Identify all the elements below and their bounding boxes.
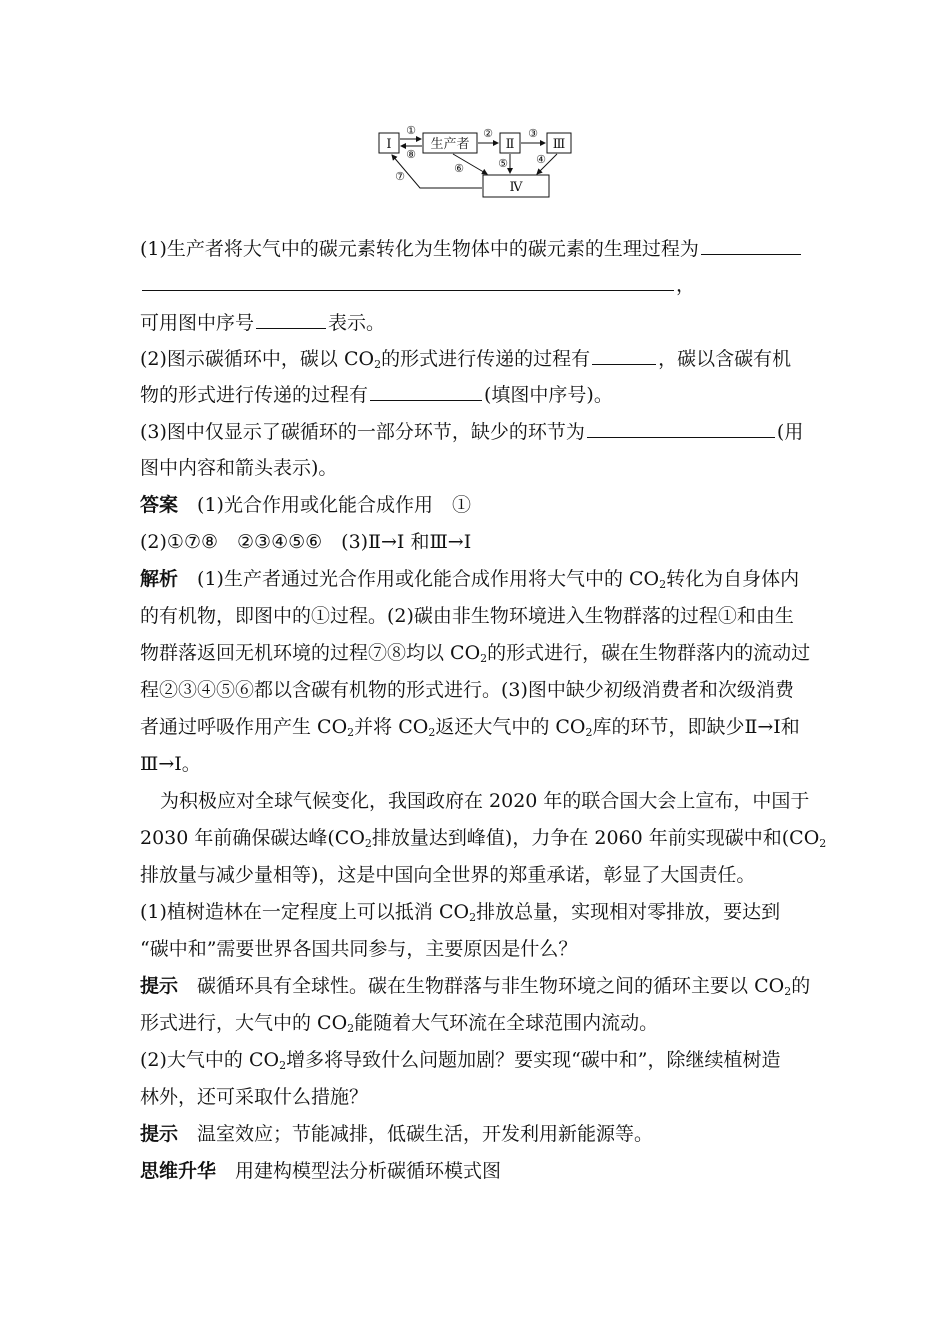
hint2-line: 提示 温室效应；节能减排，低碳生活，开发利用新能源等。: [140, 1123, 654, 1145]
pq1-line1: (1)植树造林在一定程度上可以抵消 $CO_2$排放总量，实现相对零排放，要达到: [140, 901, 781, 924]
answer-label: 答案: [140, 494, 179, 516]
node-3-label: Ⅲ: [552, 137, 566, 152]
pq2-line2: 林外，还可采取什么措施？: [140, 1086, 369, 1108]
hint2-label: 提示: [140, 1123, 179, 1145]
analysis-line2: 的有机物，即图中的①过程。(2)碳由非生物环境进入生物群落的过程①和由生: [140, 605, 794, 627]
q1-line1: (1)生产者将大气中的碳元素转化为生物体中的碳元素的生理过程为: [140, 230, 820, 267]
carbon-cycle-svg: [375, 124, 575, 200]
arrow-label-2: ②: [483, 127, 493, 140]
analysis-line5: 者通过呼吸作用产生 $CO_2$并将 $CO_2$返还大气中的 $CO_2$库的环节，即缺少Ⅱ→Ⅰ和: [140, 716, 800, 739]
carbon-cycle-diagram: [375, 124, 575, 200]
analysis-line4: 程②③④⑤⑥都以含碳有机物的形式进行。(3)图中缺少初级消费者和次级消费: [140, 679, 794, 701]
node-producer-label: 生产者: [430, 137, 470, 152]
q1-line2: ，: [140, 266, 820, 303]
summary-label: 思维升华: [140, 1160, 217, 1182]
hint1-label: 提示: [140, 975, 179, 997]
passage-line3: 排放量与减少量相等)，这是中国向全世界的郑重承诺，彰显了大国责任。: [140, 864, 756, 886]
analysis-line6: Ⅲ→Ⅰ。: [140, 753, 201, 775]
q1-number-blank[interactable]: [256, 304, 326, 329]
q3-missing-blank[interactable]: [587, 413, 775, 438]
hint1-line1: 提示 碳循环具有全球性。碳在生物群落与非生物环境之间的循环主要以 $CO_2$的: [140, 975, 811, 998]
q3-line1: (3)图中仅显示了碳循环的一部分环节，缺少的环节为 (用: [140, 413, 820, 450]
q1-line3: 可用图中序号 表示。: [140, 304, 820, 341]
q2-line2: 物的形式进行传递的过程有 (填图中序号)。: [140, 376, 820, 413]
hint1-line2: 形式进行，大气中的 $CO_2$能随着大气环流在全球范围内流动。: [140, 1012, 659, 1035]
pq1-line2: “碳中和”需要世界各国共同参与，主要原因是什么？: [140, 938, 578, 960]
arrow-label-5: ⑤: [498, 157, 508, 170]
pq2-line1: (2)大气中的 $CO_2$增多将导致什么问题加剧？要实现“碳中和”，除继续植树造: [140, 1049, 781, 1072]
analysis-label: 解析: [140, 568, 179, 590]
node-1-label: Ⅰ: [386, 137, 392, 152]
analysis-line1: 解析 (1)生产者通过光合作用或化能合成作用将大气中的 $CO_2$转化为自身体内: [140, 568, 800, 591]
q2-line1: (2)图示碳循环中，碳以 $CO_2$的形式进行传递的过程有 ，碳以含碳有机: [140, 340, 820, 377]
arrow-label-6: ⑥: [454, 162, 464, 175]
answer-line1: 答案 (1)光合作用或化能合成作用 ①: [140, 494, 471, 516]
arrow-label-1: ①: [406, 124, 416, 137]
analysis-line3: 物群落返回无机环境的过程⑦⑧均以 $CO_2$的形式进行，碳在生物群落内的流动过: [140, 642, 811, 665]
q2-co2-blank[interactable]: [592, 340, 656, 365]
passage-line1: 为积极应对全球气候变化，我国政府在 2020 年的联合国大会上宣布，中国于: [160, 790, 810, 812]
arrow-label-7: ⑦: [395, 170, 405, 183]
answer-line2: (2)①⑦⑧ ②③④⑤⑥ (3)Ⅱ→Ⅰ 和Ⅲ→Ⅰ: [140, 531, 472, 553]
arrow-label-8: ⑧: [406, 148, 416, 161]
passage-line2: 2030 年前确保碳达峰($CO_2$排放量达到峰值)，力争在 2060 年前实现碳中和($CO_2$: [140, 827, 827, 850]
q1-answer-blank-b[interactable]: [142, 266, 674, 291]
q2-organic-blank[interactable]: [370, 376, 482, 401]
q1-answer-blank-a[interactable]: [701, 230, 801, 255]
node-4-label: Ⅳ: [509, 180, 523, 195]
summary-line: 思维升华 用建构模型法分析碳循环模式图: [140, 1160, 502, 1182]
arrow-label-4: ④: [536, 153, 546, 166]
arrow-label-3: ③: [528, 127, 538, 140]
q3-line2: 图中内容和箭头表示)。: [140, 457, 338, 479]
node-2-label: Ⅱ: [505, 137, 515, 152]
